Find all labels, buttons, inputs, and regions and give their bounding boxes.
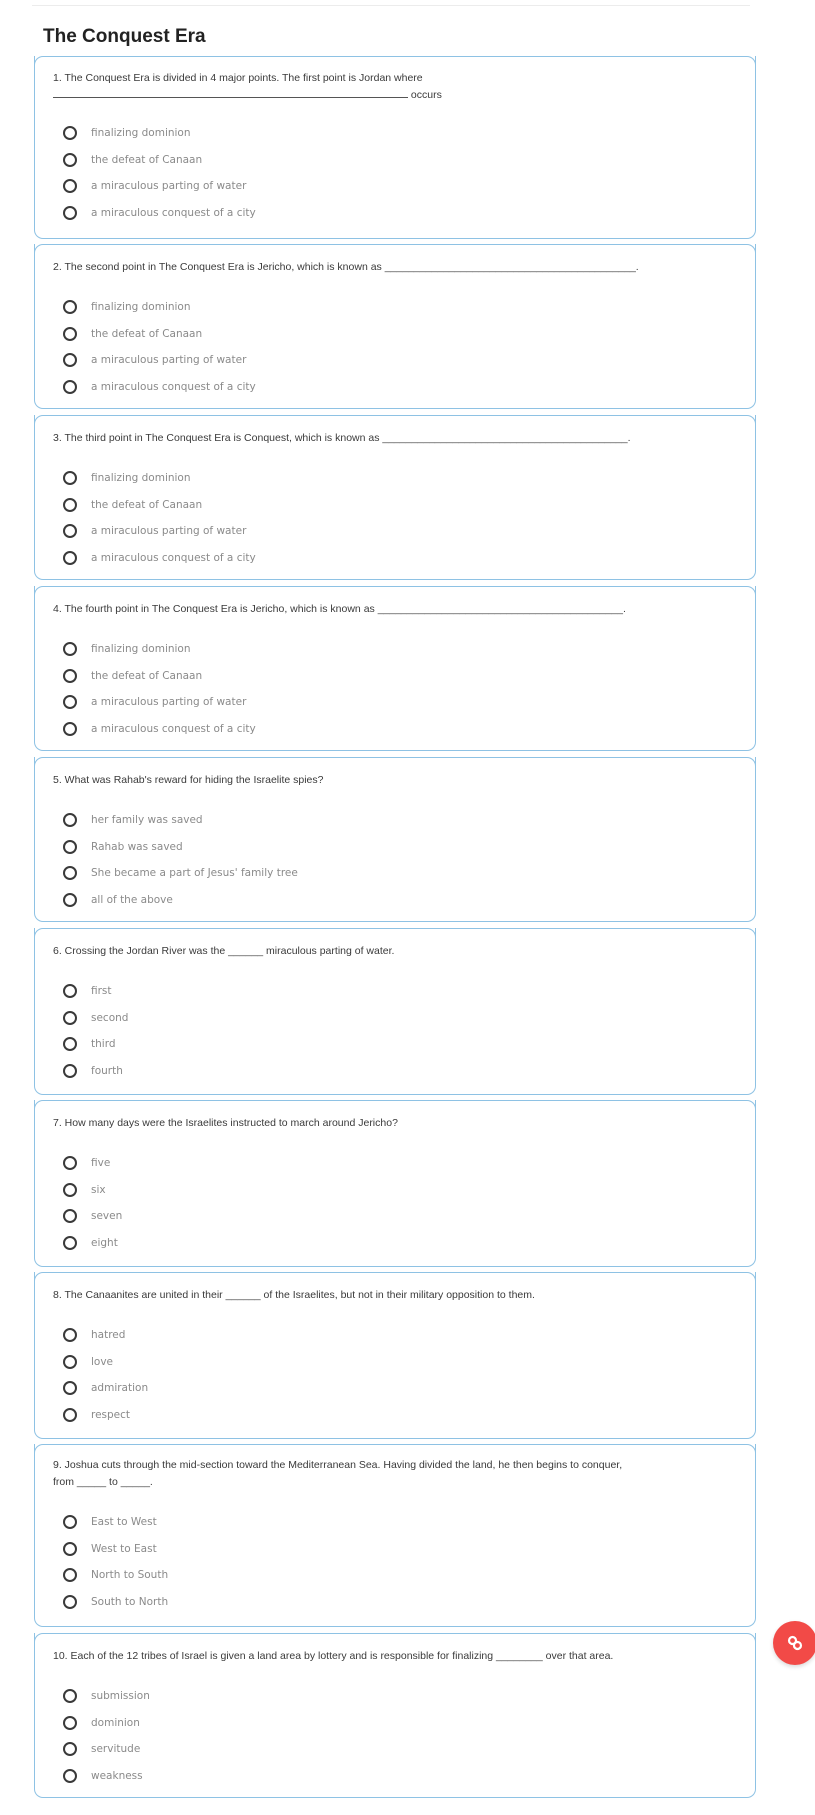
options-list [63,120,256,226]
radio-button[interactable] [63,669,77,683]
option-label: finalizing dominion [91,127,191,140]
radio-button[interactable] [63,1568,77,1582]
option-2[interactable] [63,1349,148,1376]
option-3[interactable] [63,1203,122,1230]
option-3[interactable] [63,518,256,545]
option-label: the defeat of Canaan [91,153,203,166]
answer-blank [53,87,408,98]
radio-button[interactable] [63,524,77,538]
radio-button[interactable] [63,1542,77,1556]
radio-button[interactable] [63,1328,77,1342]
radio-button[interactable] [63,1595,77,1609]
radio-button[interactable] [63,1236,77,1250]
option-label: weakness [91,1770,143,1783]
option-label: finalizing dominion [91,643,191,656]
option-label: dominion [91,1716,140,1729]
option-label: eight [91,1237,118,1250]
radio-button[interactable] [63,300,77,314]
option-2[interactable] [63,492,256,519]
option-label: West to East [91,1542,157,1555]
question-card-8 [34,1272,756,1439]
radio-button[interactable] [63,1742,77,1756]
radio-button[interactable] [63,1156,77,1170]
radio-button[interactable] [63,1183,77,1197]
option-label: a miraculous conquest of a city [91,552,256,565]
option-label: a miraculous conquest of a city [91,723,256,736]
option-label: finalizing dominion [91,301,191,314]
radio-button[interactable] [63,813,77,827]
option-1[interactable] [63,636,256,663]
option-label: admiration [91,1382,149,1395]
option-4[interactable] [63,1763,150,1790]
radio-button[interactable] [63,471,77,485]
options-list [63,1509,168,1615]
option-1[interactable] [63,978,128,1005]
radio-button[interactable] [63,1209,77,1223]
option-label: first [91,985,112,998]
option-label: six [91,1183,106,1196]
option-3[interactable] [63,689,256,716]
option-4[interactable] [63,1230,122,1257]
question-card-5 [34,757,756,922]
radio-button[interactable] [63,1716,77,1730]
question-line: 9. Joshua cuts through the mid-section toward the Mediterranean Sea. Having divided the land, he then begins to conquer, [53,1459,623,1471]
question-text: 2. The second point in The Conquest Era is Jericho, which is known as ___________________________________________. [53,261,639,273]
option-2[interactable] [63,147,256,174]
radio-button[interactable] [63,722,77,736]
question-card-10 [34,1633,756,1798]
option-3[interactable] [63,860,298,887]
option-label: submission [91,1690,150,1703]
option-2[interactable] [63,663,256,690]
radio-button[interactable] [63,1689,77,1703]
question-line-2-text: occurs [410,89,442,101]
radio-button[interactable] [63,179,77,193]
question-text: 7. How many days were the Israelites instructed to march around Jericho? [53,1117,398,1129]
option-label: North to South [91,1569,169,1582]
option-label: second [91,1011,129,1024]
option-4[interactable] [63,200,256,227]
radio-button[interactable] [63,1355,77,1369]
options-list [63,294,256,400]
option-label: a miraculous parting of water [91,180,247,193]
options-list [63,636,256,742]
radio-button[interactable] [63,1037,77,1051]
option-1[interactable] [63,1509,168,1536]
option-label: love [91,1355,114,1368]
option-3[interactable] [63,1736,150,1763]
option-label: East to West [91,1516,157,1529]
question-card-2 [34,244,756,409]
option-label: a miraculous conquest of a city [91,381,256,394]
options-list [63,1683,150,1789]
option-1[interactable] [63,1322,148,1349]
radio-button[interactable] [63,1064,77,1078]
option-2[interactable] [63,1536,168,1563]
option-4[interactable] [63,545,256,572]
option-label: a miraculous parting of water [91,354,247,367]
question-card-4 [34,586,756,751]
option-label: five [91,1157,111,1170]
question-line-2 [53,87,743,104]
option-label: Rahab was saved [91,840,183,853]
option-label: finalizing dominion [91,472,191,485]
radio-button[interactable] [63,866,77,880]
radio-button[interactable] [63,126,77,140]
option-1[interactable] [63,465,256,492]
radio-button[interactable] [63,984,77,998]
question-card-7 [34,1100,756,1267]
option-label: the defeat of Canaan [91,669,203,682]
option-2[interactable] [63,1710,150,1737]
option-3[interactable] [63,173,256,200]
option-label: hatred [91,1329,126,1342]
option-label: respect [91,1409,131,1422]
radio-button[interactable] [63,1515,77,1529]
option-label: servitude [91,1743,141,1756]
radio-button[interactable] [63,498,77,512]
radio-button[interactable] [63,353,77,367]
floating-link-button[interactable] [773,1621,815,1665]
options-list [63,465,256,571]
options-list [63,978,128,1084]
option-2[interactable] [63,1005,128,1032]
option-3[interactable] [63,347,256,374]
options-list [63,807,298,913]
question-card-1 [34,56,756,239]
option-2[interactable] [63,1177,122,1204]
question-card-9 [34,1444,756,1627]
radio-button[interactable] [63,840,77,854]
option-4[interactable] [63,1402,148,1429]
link-icon [785,1633,805,1653]
option-4[interactable] [63,1589,168,1616]
option-1[interactable] [63,120,256,147]
radio-button[interactable] [63,642,77,656]
option-label: all of the above [91,894,173,907]
option-3[interactable] [63,1375,148,1402]
radio-button[interactable] [63,1011,77,1025]
radio-button[interactable] [63,893,77,907]
option-label: third [91,1038,116,1051]
page-title: The Conquest Era [43,26,206,47]
radio-button[interactable] [63,206,77,220]
option-label: She became a part of Jesus' family tree [91,867,298,880]
question-text: 6. Crossing the Jordan River was the ______ miraculous parting of water. [53,945,395,957]
option-label: a miraculous parting of water [91,525,247,538]
option-label: fourth [91,1065,123,1078]
question-text [53,1457,743,1491]
option-label: a miraculous parting of water [91,696,247,709]
radio-button[interactable] [63,327,77,341]
option-4[interactable] [63,1058,128,1085]
question-text: 10. Each of the 12 tribes of Israel is given a land area by lottery and is responsible for finalizing ________ over that area. [53,1650,614,1662]
question-text: 8. The Canaanites are united in their ______ of the Israelites, but not in their military opposition to them. [53,1289,535,1301]
question-text: 5. What was Rahab's reward for hiding the Israelite spies? [53,774,324,786]
radio-button[interactable] [63,1381,77,1395]
question-card-6 [34,928,756,1095]
option-1[interactable] [63,1150,122,1177]
radio-button[interactable] [63,1769,77,1783]
option-1[interactable] [63,1683,150,1710]
question-line-2: from _____ to _____. [53,1476,153,1488]
options-list [63,1322,148,1428]
option-label: her family was saved [91,814,203,827]
option-2[interactable] [63,321,256,348]
option-label: the defeat of Canaan [91,498,203,511]
radio-button[interactable] [63,153,77,167]
option-4[interactable] [63,716,256,743]
option-label: a miraculous conquest of a city [91,207,256,220]
option-2[interactable] [63,834,298,861]
option-1[interactable] [63,807,298,834]
radio-button[interactable] [63,551,77,565]
radio-button[interactable] [63,1408,77,1422]
question-card-3 [34,415,756,580]
option-1[interactable] [63,294,256,321]
option-3[interactable] [63,1031,128,1058]
question-text: 3. The third point in The Conquest Era is Conquest, which is known as __________________________________________. [53,432,631,444]
question-text [53,70,743,104]
option-label: the defeat of Canaan [91,327,203,340]
options-list [63,1150,122,1256]
question-text: 4. The fourth point in The Conquest Era is Jericho, which is known as __________________________________________. [53,603,626,615]
top-divider [32,5,750,6]
option-4[interactable] [63,374,256,401]
option-4[interactable] [63,887,298,914]
option-3[interactable] [63,1562,168,1589]
radio-button[interactable] [63,380,77,394]
question-line: 1. The Conquest Era is divided in 4 major points. The first point is Jordan where [53,72,423,84]
option-label: seven [91,1210,123,1223]
radio-button[interactable] [63,695,77,709]
option-label: South to North [91,1596,169,1609]
